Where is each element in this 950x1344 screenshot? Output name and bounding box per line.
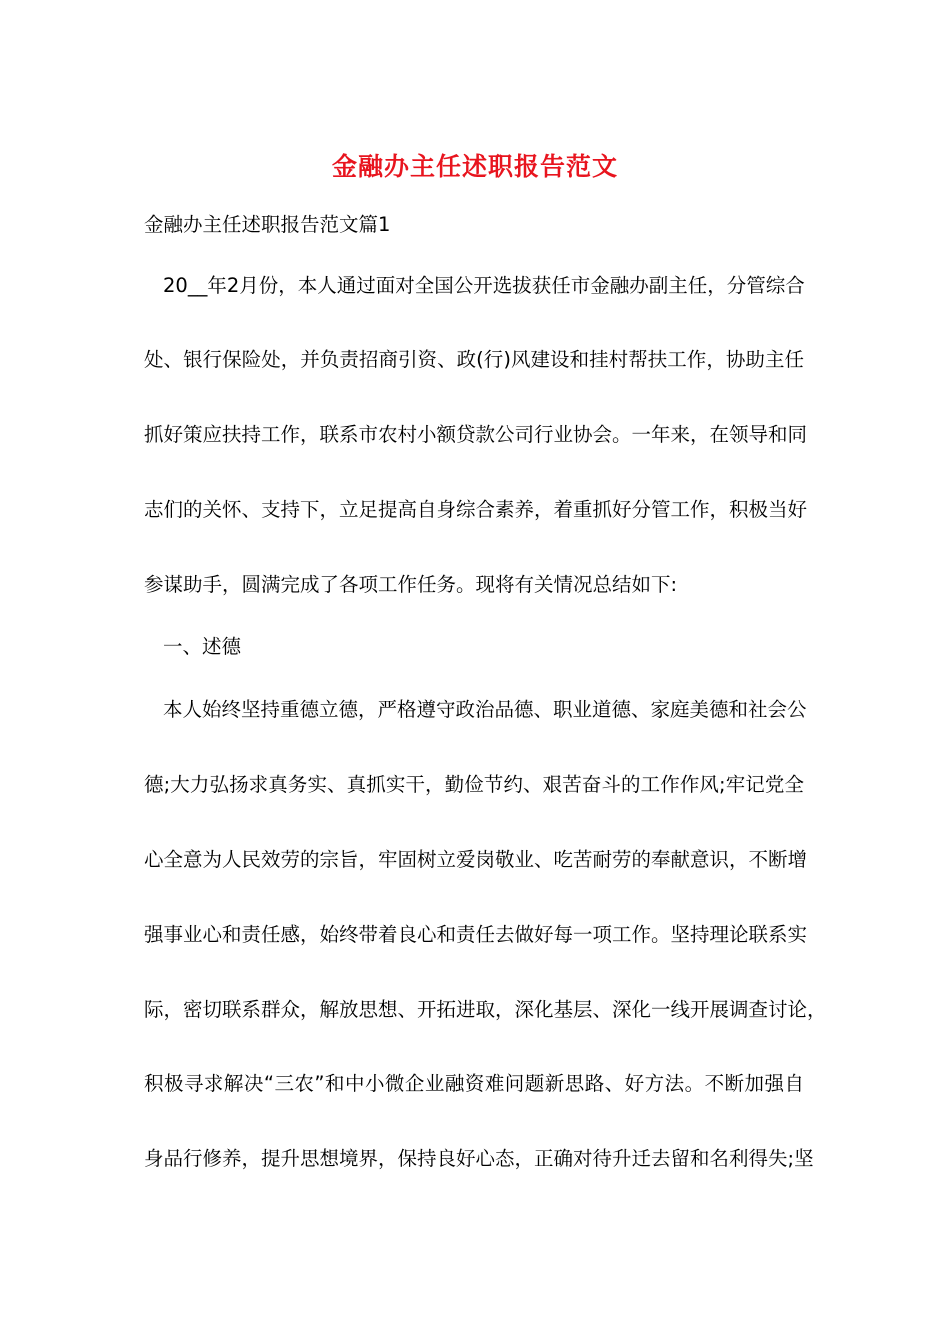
paragraph-line: 心全意为人民效劳的宗旨，牢固树立爱岗敬业、吃苦耐劳的奉献意识，不断增 [144, 848, 808, 871]
paragraph-line: 20__年2月份，本人通过面对全国公开选拔获任市金融办副主任，分管综合 [163, 274, 805, 297]
paragraph-line: 处、银行保险处，并负责招商引资、政(行)风建设和挂村帮扶工作，协助主任 [144, 348, 804, 371]
section-heading: 一、述德 [163, 635, 242, 658]
paragraph-line: 参谋助手，圆满完成了各项工作任务。现将有关情况总结如下: [144, 573, 678, 596]
document-subtitle: 金融办主任述职报告范文篇1 [144, 213, 391, 236]
paragraph-line: 强事业心和责任感，始终带着良心和责任去做好每一项工作。坚持理论联系实 [144, 923, 808, 946]
paragraph-line: 身品行修养，提升思想境界，保持良好心态，正确对待升迁去留和名利得失;坚 [144, 1147, 814, 1170]
document-title: 金融办主任述职报告范文 [331, 152, 618, 181]
paragraph-line: 德;大力弘扬求真务实、真抓实干，勤俭节约、艰苦奋斗的工作作风;牢记党全 [144, 773, 804, 796]
paragraph-line: 本人始终坚持重德立德，严格遵守政治品德、职业道德、家庭美德和社会公 [163, 698, 807, 721]
paragraph-line: 际，密切联系群众，解放思想、开拓进取，深化基层、深化一线开展调查讨论， [144, 998, 827, 1021]
paragraph-line: 志们的关怀、支持下，立足提高自身综合素养，着重抓好分管工作，积极当好 [144, 498, 808, 521]
paragraph-line: 积极寻求解决“三农”和中小微企业融资难问题新思路、好方法。不断加强自 [144, 1072, 804, 1095]
paragraph-line: 抓好策应扶持工作，联系市农村小额贷款公司行业协会。一年来，在领导和同 [144, 423, 808, 446]
